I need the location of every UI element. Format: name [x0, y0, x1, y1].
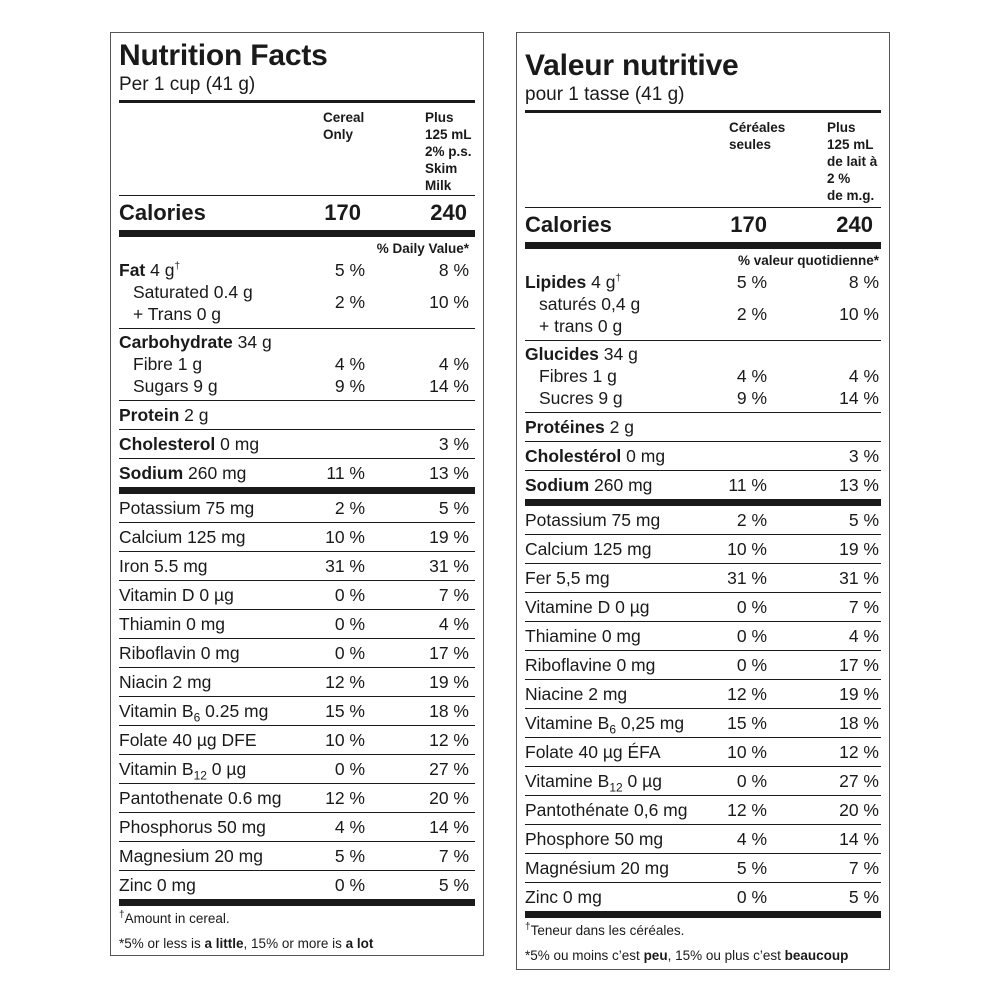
nutrient-label	[119, 755, 246, 783]
footnote-text: *5% or less is	[119, 935, 205, 951]
footnote-emphasis: peu	[643, 947, 668, 963]
nutrient-amount: 0 µg	[206, 759, 247, 779]
dv-with-milk: 18 %	[429, 701, 469, 721]
nutrient-label: Sugars 9 g	[133, 376, 218, 396]
dv-cereal: 0 %	[736, 771, 767, 791]
footnote-text: Teneur dans les céréales.	[530, 923, 685, 938]
nutrient-label: Cholesterol	[119, 434, 216, 454]
nutrient-label: Potassium 75 mg	[525, 510, 661, 530]
nutrient-amount: 260 mg	[188, 463, 247, 483]
dv-cereal: 10 %	[325, 730, 365, 750]
nutrient-label: Potassium 75 mg	[119, 498, 255, 518]
nutrient-row-saturated-trans	[525, 293, 881, 337]
dv-with-milk: 5 %	[848, 887, 879, 907]
calories-with-milk: 240	[836, 212, 873, 237]
nutrient-label-subscript: 6	[609, 722, 616, 737]
nutrient-row-saturated-trans	[119, 281, 475, 325]
nutrient-row-sugars	[119, 375, 475, 397]
footnote-emphasis: beaucoup	[784, 947, 849, 963]
nutrient-row-thiamin	[119, 610, 475, 638]
dv-with-milk: 19 %	[429, 672, 469, 692]
nutrient-row-pantothenate	[119, 784, 475, 812]
dv-cereal: 11 %	[326, 463, 365, 483]
serving-size: Per 1 cup (41 g)	[119, 74, 256, 95]
nutrient-row-vitamin-d	[119, 581, 475, 609]
nutrient-amount: 34 g	[603, 344, 638, 364]
dv-with-milk: 31 %	[429, 556, 469, 576]
dv-with-milk: 3 %	[438, 434, 469, 454]
nutrient-row-iron	[525, 564, 881, 592]
dv-cereal: 9 %	[736, 388, 767, 408]
dv-cereal: 0 %	[736, 655, 767, 675]
nutrient-label: Cholestérol	[525, 446, 622, 466]
dv-with-milk: 7 %	[848, 597, 879, 617]
nutrient-label-text: Vitamine B	[525, 771, 610, 791]
dv-with-milk: 20 %	[429, 788, 469, 808]
nutrient-label-text: Vitamin B	[119, 759, 194, 779]
nutrient-label-subscript: 12	[193, 768, 207, 783]
dv-cereal: 2 %	[736, 304, 767, 324]
dv-cereal: 4 %	[736, 829, 767, 849]
nutrient-row-folate	[525, 738, 881, 766]
dv-with-milk: 7 %	[438, 585, 469, 605]
dv-with-milk: 4 %	[438, 614, 469, 634]
nutrient-row-magnesium	[525, 854, 881, 882]
nutrient-label	[525, 709, 684, 737]
nutrient-row-niacin	[525, 680, 881, 708]
nutrient-label: + trans 0 g	[539, 316, 623, 336]
nutrient-row-carbohydrate	[525, 343, 881, 365]
footnote-daily-value	[525, 949, 881, 963]
dv-with-milk: 27 %	[429, 759, 469, 779]
dv-with-milk: 13 %	[839, 475, 879, 495]
dv-cereal: 0 %	[334, 643, 365, 663]
column-header-cereal: Céréales seules	[729, 120, 786, 152]
dv-cereal: 0 %	[736, 597, 767, 617]
nutrient-label: Zinc 0 mg	[525, 887, 602, 907]
dv-cereal: 5 %	[736, 272, 767, 292]
nutrient-row-protein	[119, 401, 475, 429]
dv-cereal: 4 %	[334, 354, 365, 374]
calories-row	[525, 208, 881, 242]
nutrient-label: Riboflavine 0 mg	[525, 655, 656, 675]
nutrient-amount: 2 g	[609, 417, 634, 437]
nutrient-label: Sodium	[119, 463, 184, 483]
dv-cereal: 12 %	[325, 672, 365, 692]
divider	[525, 499, 881, 506]
nutrition-facts-panel-en	[110, 32, 484, 956]
nutrient-label: Thiamin 0 mg	[119, 614, 226, 634]
nutrient-amount: 0 µg	[622, 771, 662, 791]
nutrient-row-carbohydrate	[119, 331, 475, 353]
nutrient-label: Phosphorus 50 mg	[119, 817, 266, 837]
nutrient-row-vitamin-b12	[119, 755, 475, 783]
nutrient-label: Pantothenate 0.6 mg	[119, 788, 282, 808]
dv-cereal: 0 %	[334, 585, 365, 605]
dv-cereal: 0 %	[334, 759, 365, 779]
dv-with-milk: 27 %	[839, 771, 879, 791]
dv-cereal: 10 %	[727, 539, 767, 559]
nutrient-row-phosphorus	[119, 813, 475, 841]
calories-with-milk: 240	[430, 200, 467, 225]
nutrient-row-sodium	[525, 471, 881, 499]
dv-cereal: 0 %	[736, 626, 767, 646]
nutrient-label: Zinc 0 mg	[119, 875, 196, 895]
nutrient-row-thiamin	[525, 622, 881, 650]
nutrient-label: + Trans 0 g	[133, 304, 222, 324]
dv-cereal: 15 %	[727, 713, 767, 733]
nutrient-row-niacin	[119, 668, 475, 696]
nutrient-row-pantothenate	[525, 796, 881, 824]
nutrient-row-folate	[119, 726, 475, 754]
dv-cereal: 5 %	[736, 858, 767, 878]
nutrient-label: Niacin 2 mg	[119, 672, 212, 692]
dv-with-milk: 5 %	[438, 875, 469, 895]
dv-with-milk: 14 %	[839, 829, 879, 849]
divider	[119, 328, 475, 329]
dv-cereal: 5 %	[334, 846, 365, 866]
nutrition-facts-content-en	[119, 33, 475, 950]
nutrient-label-subscript: 6	[193, 710, 201, 725]
nutrient-row-calcium	[119, 523, 475, 551]
nutrient-label: Riboflavin 0 mg	[119, 643, 240, 663]
footnote-daily-value	[119, 937, 475, 951]
nutrient-label: Carbohydrate	[119, 332, 233, 352]
dv-with-milk: 8 %	[848, 272, 879, 292]
nutrient-row-phosphorus	[525, 825, 881, 853]
nutrient-label: Fibres 1 g	[539, 366, 617, 386]
panel-title: Nutrition Facts	[119, 39, 328, 72]
dv-cereal: 2 %	[736, 510, 767, 530]
nutrient-label: Fat	[119, 260, 146, 280]
dv-cereal: 11 %	[728, 475, 767, 495]
calories-label: Calories	[525, 212, 612, 237]
dv-with-milk: 19 %	[839, 684, 879, 704]
nutrient-row-fibre	[119, 353, 475, 375]
nutrient-amount: 2 g	[184, 405, 209, 425]
nutrient-row-fat	[119, 259, 475, 281]
dv-cereal: 12 %	[325, 788, 365, 808]
dv-with-milk: 19 %	[429, 527, 469, 547]
nutrient-amount: 34 g	[237, 332, 272, 352]
dv-with-milk: 17 %	[429, 643, 469, 663]
footnote-emphasis: a little	[204, 935, 244, 951]
divider	[119, 487, 475, 494]
nutrient-row-vitamin-b6	[119, 697, 475, 725]
footnote-amount-in-cereal	[119, 909, 475, 926]
dv-with-milk: 14 %	[839, 388, 879, 408]
dv-cereal: 4 %	[334, 817, 365, 837]
dv-with-milk: 20 %	[839, 800, 879, 820]
nutrient-row-potassium	[119, 494, 475, 522]
dv-with-milk: 3 %	[848, 446, 879, 466]
nutrient-row-fibre	[525, 365, 881, 387]
dv-with-milk: 18 %	[839, 713, 879, 733]
nutrient-label: Thiamine 0 mg	[525, 626, 641, 646]
nutrient-amount: 260 mg	[594, 475, 653, 495]
nutrient-label: Pantothénate 0,6 mg	[525, 800, 688, 820]
footnote-amount-in-cereal	[525, 921, 881, 938]
dv-with-milk: 14 %	[429, 376, 469, 396]
nutrition-facts-panel-fr	[516, 32, 890, 970]
dv-with-milk: 31 %	[839, 568, 879, 588]
nutrient-row-vitamin-b12	[525, 767, 881, 795]
nutrient-row-iron	[119, 552, 475, 580]
dv-with-milk: 4 %	[438, 354, 469, 374]
nutrient-row-potassium	[525, 506, 881, 534]
nutrient-row-calcium	[525, 535, 881, 563]
nutrient-label: Protéines	[525, 417, 605, 437]
column-header-cereal: Cereal Only	[323, 110, 365, 142]
nutrient-label: Folate 40 µg ÉFA	[525, 742, 661, 762]
dv-cereal: 31 %	[325, 556, 365, 576]
calories-row	[119, 196, 475, 230]
nutrient-label: Vitamin D 0 µg	[119, 585, 234, 605]
nutrient-row-sodium	[119, 459, 475, 487]
nutrient-label: Magnésium 20 mg	[525, 858, 669, 878]
nutrient-row-riboflavin	[525, 651, 881, 679]
nutrient-label: Vitamine D 0 µg	[525, 597, 650, 617]
dagger-mark: †	[525, 921, 531, 933]
calories-cereal: 170	[324, 200, 361, 225]
nutrient-label	[119, 697, 268, 725]
nutrient-label: Glucides	[525, 344, 599, 364]
dv-cereal: 5 %	[334, 260, 365, 280]
nutrient-label	[525, 767, 662, 795]
nutrient-row-cholesterol	[525, 442, 881, 470]
dagger-mark: †	[174, 261, 181, 273]
nutrient-label: Protein	[119, 405, 180, 425]
nutrient-row-magnesium	[119, 842, 475, 870]
nutrient-label-text: Vitamine B	[525, 713, 610, 733]
dv-cereal: 10 %	[727, 742, 767, 762]
calories-cereal: 170	[730, 212, 767, 237]
dv-with-milk: 17 %	[839, 655, 879, 675]
nutrient-label: Calcium 125 mg	[525, 539, 652, 559]
divider	[525, 242, 881, 249]
nutrient-label: Magnesium 20 mg	[119, 846, 263, 866]
nutrient-row-sugars	[525, 387, 881, 409]
serving-size: pour 1 tasse (41 g)	[525, 84, 685, 105]
divider	[119, 230, 475, 237]
dv-with-milk: 10 %	[429, 292, 469, 312]
dv-cereal: 0 %	[334, 614, 365, 634]
nutrient-label: Calcium 125 mg	[119, 527, 246, 547]
footnote-emphasis: a lot	[345, 935, 374, 951]
dv-with-milk: 4 %	[848, 366, 879, 386]
nutrient-label: Folate 40 µg DFE	[119, 730, 257, 750]
nutrient-row-zinc	[525, 883, 881, 911]
nutrient-amount: 4 g	[591, 272, 616, 292]
daily-value-header: % Daily Value*	[376, 241, 469, 256]
dv-with-milk: 5 %	[848, 510, 879, 530]
footnote-text: , 15% ou plus c’est	[667, 947, 785, 963]
dv-cereal: 31 %	[727, 568, 767, 588]
dagger-mark: †	[615, 273, 622, 285]
nutrient-label: Phosphore 50 mg	[525, 829, 664, 849]
nutrient-label: saturés 0,4 g	[539, 294, 641, 314]
column-headers	[525, 113, 881, 207]
micronutrient-list	[119, 494, 475, 899]
nutrient-amount: 0,25 mg	[616, 713, 685, 733]
nutrient-row-cholesterol	[119, 430, 475, 458]
dv-cereal: 4 %	[736, 366, 767, 386]
nutrient-row-vitamin-d	[525, 593, 881, 621]
nutrition-facts-content-fr	[525, 33, 881, 962]
nutrient-label: Sucres 9 g	[539, 388, 623, 408]
nutrient-label-subscript: 12	[609, 780, 623, 795]
dv-cereal: 10 %	[325, 527, 365, 547]
divider	[525, 911, 881, 918]
nutrient-amount: 0 mg	[626, 446, 666, 466]
nutrient-label: Niacine 2 mg	[525, 684, 628, 704]
nutrient-label: Sodium	[525, 475, 590, 495]
dv-with-milk: 10 %	[839, 304, 879, 324]
nutrient-label-text: Vitamin B	[119, 701, 194, 721]
dv-cereal: 2 %	[334, 498, 365, 518]
calories-label: Calories	[119, 200, 206, 225]
dagger-mark: †	[119, 909, 125, 921]
panel-title: Valeur nutritive	[525, 49, 739, 82]
nutrient-label: Fer 5,5 mg	[525, 568, 610, 588]
dv-with-milk: 13 %	[429, 463, 469, 483]
nutrient-row-fat	[525, 271, 881, 293]
nutrient-row-zinc	[119, 871, 475, 899]
footnote-text: *5% ou moins c’est	[525, 947, 644, 963]
dv-cereal: 0 %	[736, 887, 767, 907]
dv-cereal: 9 %	[334, 376, 365, 396]
dv-cereal: 12 %	[727, 800, 767, 820]
nutrient-amount: 4 g	[150, 260, 175, 280]
dv-cereal: 15 %	[325, 701, 365, 721]
nutrient-row-vitamin-b6	[525, 709, 881, 737]
dv-with-milk: 5 %	[438, 498, 469, 518]
micronutrient-list	[525, 506, 881, 911]
dv-cereal: 12 %	[727, 684, 767, 704]
column-header-with-milk: Plus 125 mL de lait à 2 % de m.g.	[827, 120, 878, 203]
dv-with-milk: 12 %	[839, 742, 879, 762]
column-headers	[119, 103, 475, 195]
column-header-with-milk: Plus 125 mL 2% p.s. Skim Milk	[425, 110, 472, 193]
nutrient-row-riboflavin	[119, 639, 475, 667]
nutrient-label: Saturated 0.4 g	[133, 282, 253, 302]
dv-with-milk: 8 %	[438, 260, 469, 280]
nutrient-label: Fibre 1 g	[133, 354, 203, 374]
nutrient-amount: 0 mg	[220, 434, 260, 454]
dv-with-milk: 7 %	[848, 858, 879, 878]
nutrient-label: Iron 5.5 mg	[119, 556, 208, 576]
dv-with-milk: 14 %	[429, 817, 469, 837]
nutrient-amount: 0.25 mg	[200, 701, 269, 721]
divider	[525, 340, 881, 341]
dv-with-milk: 7 %	[438, 846, 469, 866]
dv-cereal: 2 %	[334, 292, 365, 312]
divider	[119, 899, 475, 906]
nutrient-label: Lipides	[525, 272, 587, 292]
dv-with-milk: 19 %	[839, 539, 879, 559]
footnote-text: , 15% or more is	[243, 935, 346, 951]
footnote-text: Amount in cereal.	[124, 911, 230, 926]
daily-value-header: % valeur quotidienne*	[737, 253, 879, 268]
nutrient-row-protein	[525, 413, 881, 441]
dv-with-milk: 4 %	[848, 626, 879, 646]
dv-cereal: 0 %	[334, 875, 365, 895]
dv-with-milk: 12 %	[429, 730, 469, 750]
